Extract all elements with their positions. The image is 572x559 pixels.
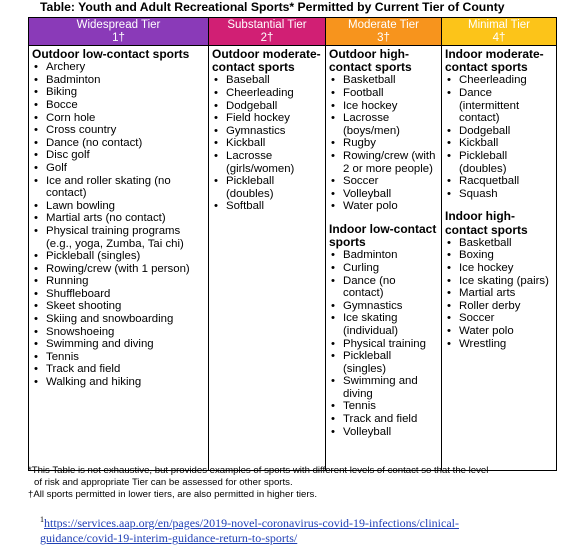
tier-column-3 bbox=[326, 46, 442, 471]
sport-item: • Gymnastics bbox=[212, 125, 321, 138]
sport-item: • Rowing/crew (with 2 or more people) bbox=[329, 150, 437, 175]
section-heading: Outdoor low-contact sports bbox=[32, 47, 190, 61]
sport-item: • Swimming and diving bbox=[32, 338, 204, 351]
sport-item: • Physical training programs (e.g., yoga, Zumba, Tai chi) bbox=[32, 225, 204, 250]
sport-item: • Wrestling bbox=[445, 338, 552, 351]
sport-item: • Soccer bbox=[329, 175, 437, 188]
sport-item: • Boxing bbox=[445, 249, 552, 262]
sport-item: • Lacrosse (boys/men) bbox=[329, 112, 437, 137]
sport-item: • Martial arts bbox=[445, 287, 552, 300]
tier-name: Minimal Tier bbox=[468, 19, 530, 31]
footnote-line: *This Table is not exhaustive, but provides examples of sports with different levels of contact so that the level bbox=[28, 465, 489, 476]
sport-item: • Badminton bbox=[32, 74, 204, 87]
sport-item: • Rowing/crew (with 1 person) bbox=[32, 263, 204, 276]
sport-item: • Racquetball bbox=[445, 175, 552, 188]
sport-item: • Dance (no contact) bbox=[329, 275, 437, 300]
reference-link-line1[interactable]: https://services.aap.org/en/pages/2019-novel-coronavirus-covid-19-infections/clinical- bbox=[44, 516, 459, 530]
section-heading: Indoor low-contact sports bbox=[329, 221, 437, 250]
tier-number: 1† bbox=[112, 32, 125, 44]
sport-item: • Pickleball (doubles) bbox=[212, 175, 321, 200]
sport-item: • Gymnastics bbox=[329, 300, 437, 313]
sport-item: • Roller derby bbox=[445, 300, 552, 313]
sport-item: • Volleyball bbox=[329, 188, 437, 201]
sport-item: • Snowshoeing bbox=[32, 326, 204, 339]
sport-item: • Physical training bbox=[329, 338, 437, 351]
sport-item: • Lawn bowling bbox=[32, 200, 204, 213]
sport-item: • Basketball bbox=[445, 237, 552, 250]
tier-header-substantial bbox=[209, 18, 326, 46]
sport-item: • Basketball bbox=[329, 74, 437, 87]
reference-link-line2[interactable]: guidance/covid-19-interim-guidance-return-to-sports/ bbox=[40, 531, 298, 545]
sport-item: • Pickleball (singles) bbox=[329, 350, 437, 375]
sport-item: • Baseball bbox=[212, 74, 321, 87]
sport-list bbox=[329, 74, 437, 213]
sport-item: • Ice hockey bbox=[329, 100, 437, 113]
tier-column-2 bbox=[209, 46, 326, 471]
sport-item: • Tennis bbox=[32, 351, 204, 364]
reference-link-block bbox=[40, 512, 459, 546]
sport-item: • Soccer bbox=[445, 312, 552, 325]
sport-item: • Martial arts (no contact) bbox=[32, 212, 204, 225]
sport-item: • Walking and hiking bbox=[32, 376, 204, 389]
section-heading: Indoor moderate-contact sports bbox=[445, 47, 544, 75]
sport-item: • Skiing and snowboarding bbox=[32, 313, 204, 326]
sport-item: • Pickleball (singles) bbox=[32, 250, 204, 263]
sport-list bbox=[32, 61, 204, 388]
sport-item: • Lacrosse (girls/women) bbox=[212, 150, 321, 175]
sport-item: • Biking bbox=[32, 86, 204, 99]
sport-list bbox=[445, 237, 552, 350]
sport-item: • Volleyball bbox=[329, 426, 437, 439]
sport-item: • Ice hockey bbox=[445, 262, 552, 275]
tier-name: Widespread Tier bbox=[76, 19, 161, 31]
sport-item: • Swimming and diving bbox=[329, 375, 437, 400]
section-heading: Outdoor moderate-contact sports bbox=[212, 47, 321, 75]
sport-item: • Corn hole bbox=[32, 112, 204, 125]
sport-item: • Kickball bbox=[445, 137, 552, 150]
sport-item: • Kickball bbox=[212, 137, 321, 150]
sport-item: • Shuffleboard bbox=[32, 288, 204, 301]
sport-item: • Archery bbox=[32, 61, 204, 74]
footnote-dagger: †All sports permitted in lower tiers, are also permitted in higher tiers. bbox=[28, 489, 317, 500]
tier-name: Substantial Tier bbox=[227, 19, 307, 31]
tier-column-4 bbox=[442, 46, 557, 471]
sport-item: • Ice skating (individual) bbox=[329, 312, 437, 337]
sport-item: • Pickleball (doubles) bbox=[445, 150, 552, 175]
sport-item: • Disc golf bbox=[32, 149, 204, 162]
sport-item: • Cheerleading bbox=[212, 87, 321, 100]
sport-item: • Track and field bbox=[329, 413, 437, 426]
sport-item: • Badminton bbox=[329, 249, 437, 262]
tier-number: 2† bbox=[260, 32, 274, 44]
tier-number: 3† bbox=[377, 32, 390, 44]
tier-header-row bbox=[29, 18, 557, 46]
sport-item: • Curling bbox=[329, 262, 437, 275]
section-heading: Indoor high-contact sports bbox=[445, 209, 528, 237]
sport-item: • Cross country bbox=[32, 124, 204, 137]
tier-header-minimal bbox=[442, 18, 557, 46]
table-title: Table: Youth and Adult Recreational Sports* Permitted by Current Tier of County bbox=[40, 0, 505, 14]
sport-item: • Dance (intermittent contact) bbox=[445, 87, 552, 125]
sport-item: • Rugby bbox=[329, 137, 437, 150]
sport-list bbox=[212, 74, 321, 213]
tier-header-moderate bbox=[326, 18, 442, 46]
sport-item: • Ice skating (pairs) bbox=[445, 275, 552, 288]
sport-item: • Skeet shooting bbox=[32, 300, 204, 313]
footnote-asterisk bbox=[28, 465, 488, 489]
sport-item: • Ice and roller skating (no contact) bbox=[32, 175, 204, 200]
sport-item: • Golf bbox=[32, 162, 204, 175]
sport-item: • Water polo bbox=[445, 325, 552, 338]
sport-item: • Dance (no contact) bbox=[32, 137, 204, 150]
sport-item: • Cheerleading bbox=[445, 74, 552, 87]
section-heading: Outdoor high-contact sports bbox=[329, 47, 412, 75]
tier-name: Moderate Tier bbox=[348, 19, 419, 31]
tier-table bbox=[28, 17, 557, 471]
sport-list bbox=[445, 74, 552, 200]
tier-number: 4† bbox=[492, 32, 506, 44]
sport-item: • Football bbox=[329, 87, 437, 100]
sport-item: • Squash bbox=[445, 188, 552, 201]
sport-item: • Track and field bbox=[32, 363, 204, 376]
sport-item: • Softball bbox=[212, 200, 321, 213]
tier-header-widespread bbox=[29, 18, 209, 46]
sport-item: • Bocce bbox=[32, 99, 204, 112]
sport-item: • Field hockey bbox=[212, 112, 321, 125]
sport-list bbox=[329, 249, 437, 438]
tier-column-1 bbox=[29, 46, 209, 471]
sport-item: • Dodgeball bbox=[445, 125, 552, 138]
tier-body-row bbox=[29, 46, 557, 471]
sport-item: • Water polo bbox=[329, 200, 437, 213]
sport-item: • Dodgeball bbox=[212, 100, 321, 113]
reference-marker: 1 bbox=[40, 515, 44, 524]
sport-item: • Running bbox=[32, 275, 204, 288]
footnote-line: of risk and appropriate Tier can be assessed for other sports. bbox=[34, 477, 293, 488]
sport-item: • Tennis bbox=[329, 400, 437, 413]
